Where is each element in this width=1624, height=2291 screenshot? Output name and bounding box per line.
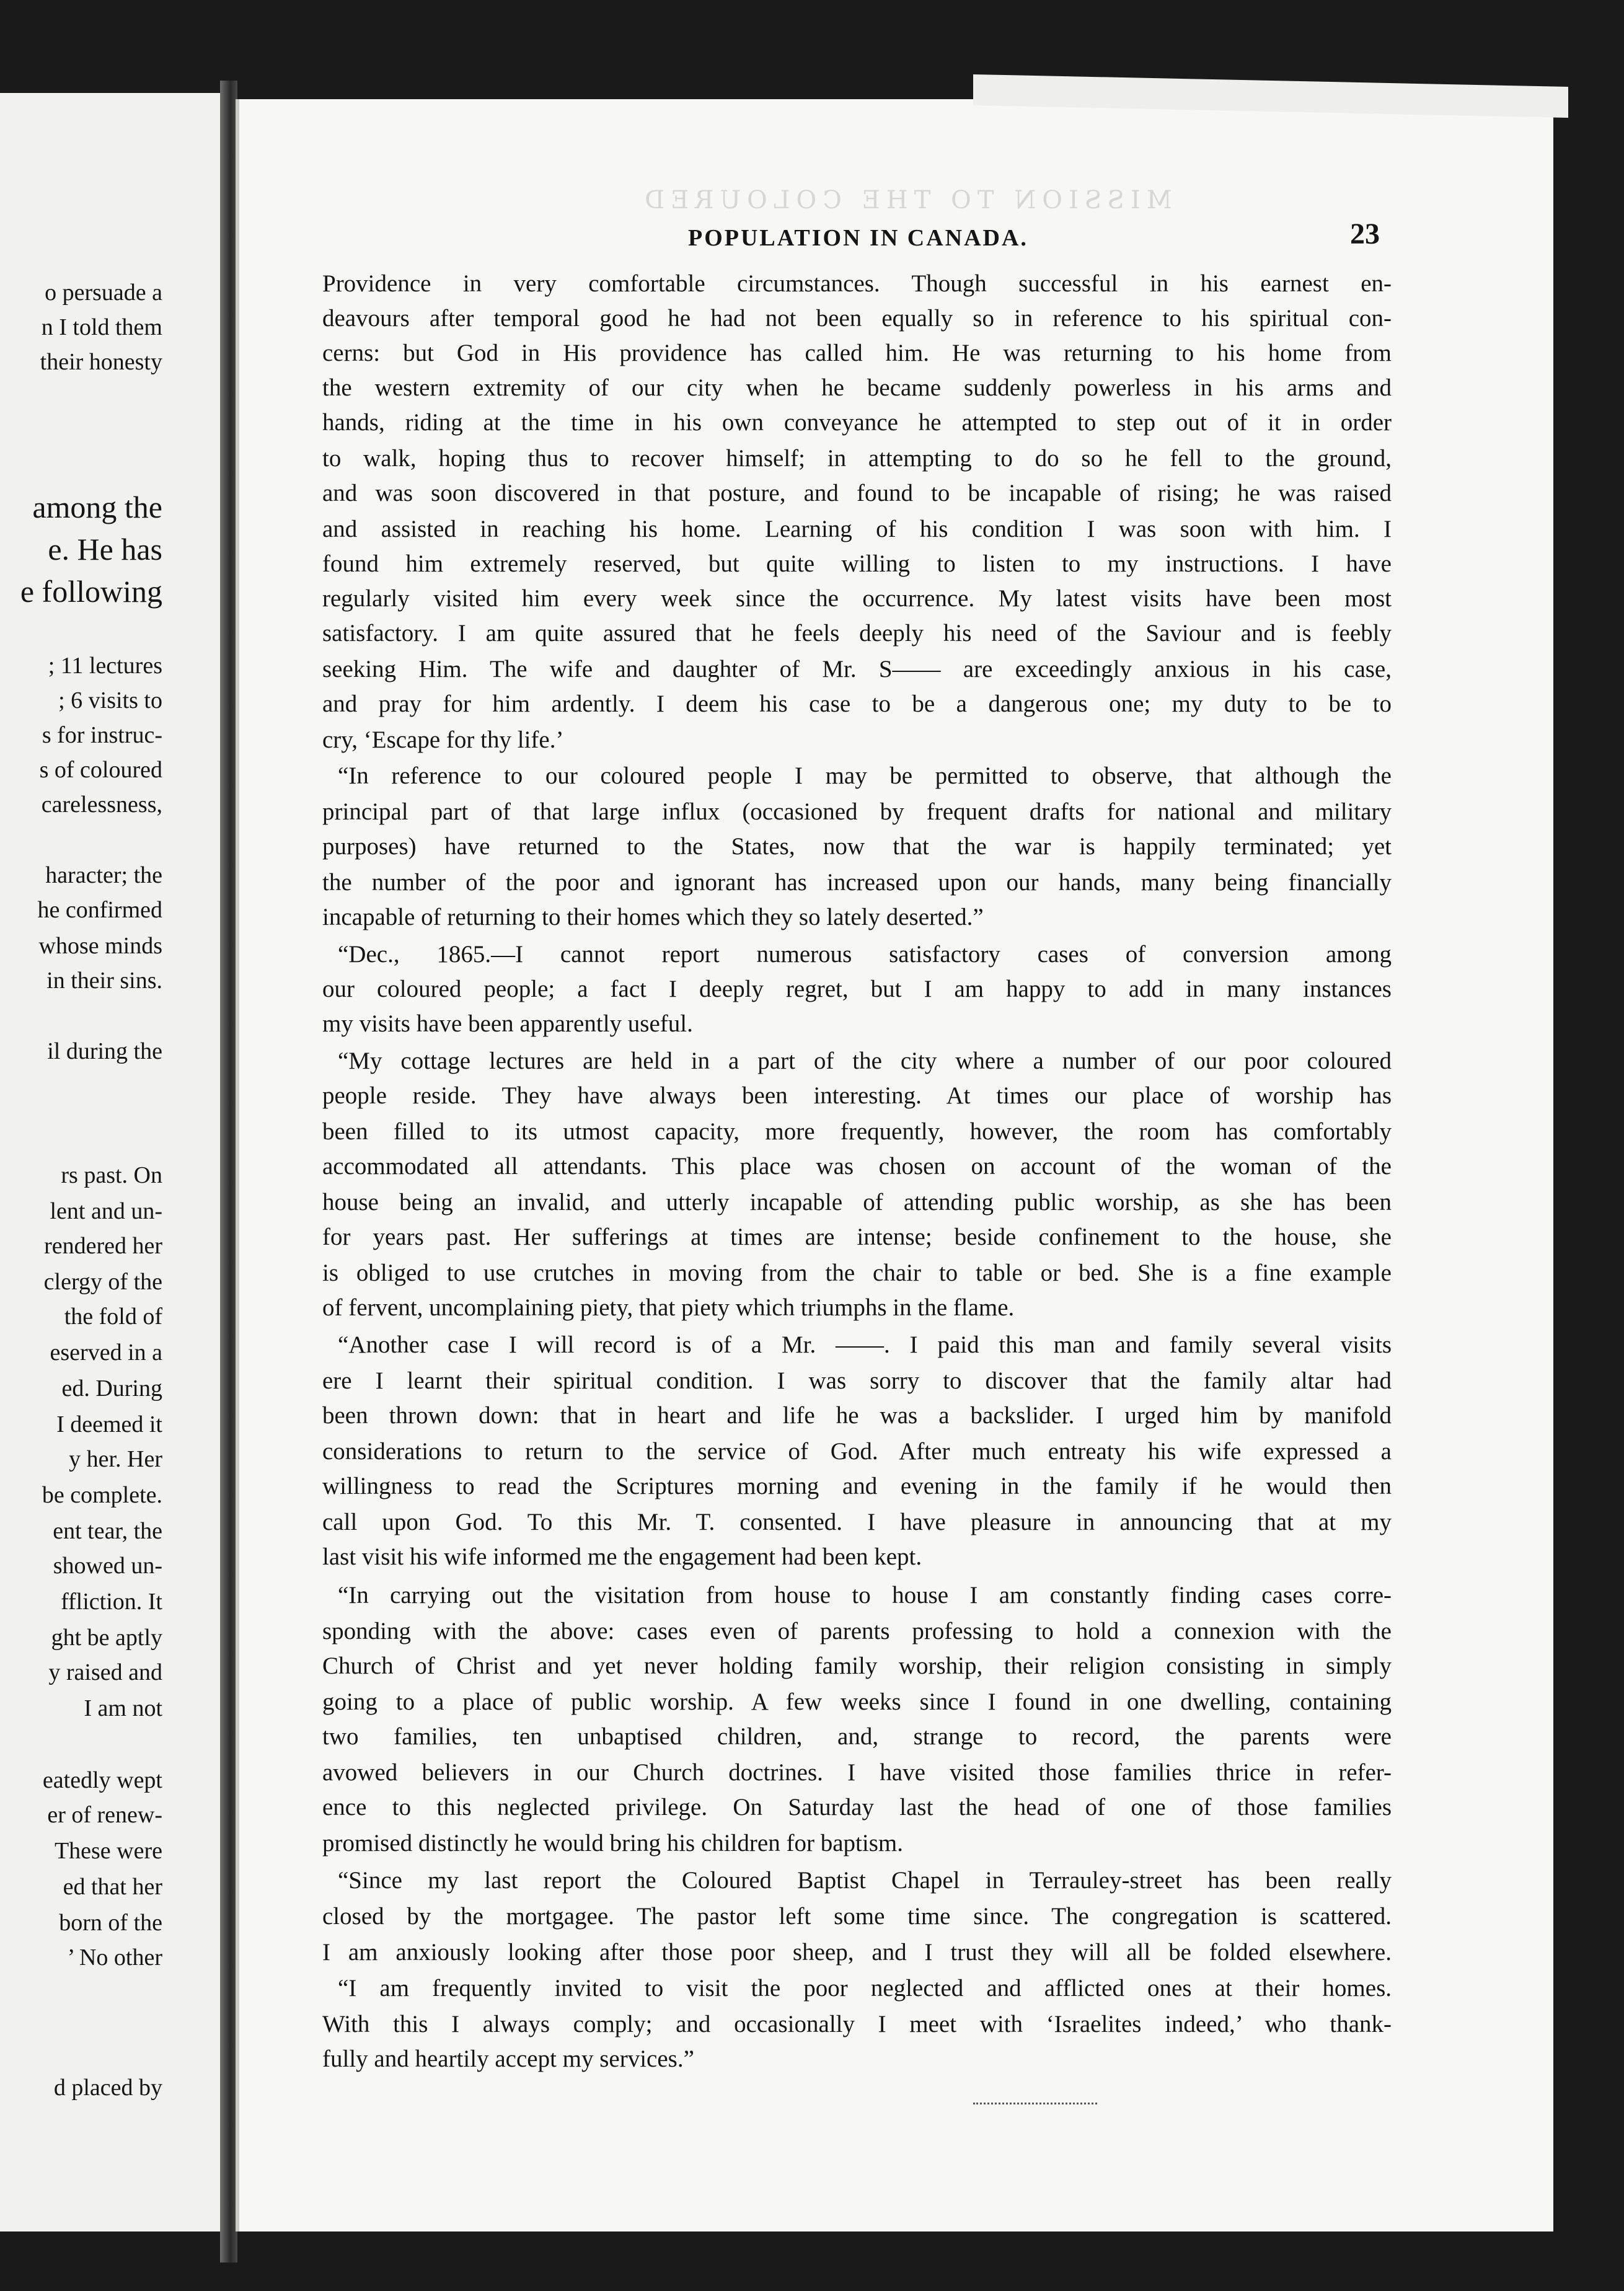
- text-line: my visits have been apparently useful.: [322, 1010, 693, 1037]
- text-line: satisfactory. I am quite assured that he feels deeply his need of the Saviour and is feebly: [322, 620, 1392, 647]
- text-line: our coloured people; a fact I deeply regret, but I am happy to add in many instances: [322, 976, 1392, 1002]
- previous-page-line: ; 11 lectures: [48, 653, 162, 679]
- text-line: is obliged to use crutches in moving from the chair to table or bed. She is a fine example: [322, 1260, 1392, 1286]
- previous-page-line: in their sins.: [46, 968, 162, 994]
- bleed-through-header: MISSION TO THE COLOURED: [638, 186, 1172, 214]
- page-number: 23: [1350, 218, 1380, 250]
- previous-page-line: er of renew-: [47, 1802, 162, 1828]
- previous-page-line: s of coloured: [39, 757, 162, 783]
- text-line: ence to this neglected privilege. On Saturday last the head of one of those families: [322, 1794, 1392, 1821]
- previous-page-line: I am not: [84, 1695, 162, 1721]
- text-line: call upon God. To this Mr. T. consented. I have pleasure in announcing that at my: [322, 1509, 1392, 1535]
- text-line: been filled to its utmost capacity, more frequently, however, the room has comfortably: [322, 1118, 1392, 1145]
- previous-page-line: their honesty: [40, 349, 162, 375]
- previous-page-line: ffliction. It: [61, 1589, 162, 1615]
- text-line: “In carrying out the visitation from house to house I am constantly finding cases corre-: [338, 1582, 1392, 1609]
- previous-page-line: rendered her: [44, 1233, 162, 1259]
- previous-page-line: ’ No other: [67, 1944, 162, 1971]
- previous-page: [0, 93, 229, 2231]
- text-line: the western extremity of our city when he became suddenly powerless in his arms and: [322, 374, 1392, 401]
- text-line: ere I learnt their spiritual condition. I was sorry to discover that the family altar had: [322, 1367, 1392, 1394]
- text-line: “My cottage lectures are held in a part of the city where a number of our poor coloured: [338, 1048, 1392, 1074]
- text-line: avowed believers in our Church doctrines. I have visited those families thrice in refer-: [322, 1759, 1392, 1786]
- text-line: “I am frequently invited to visit the poor neglected and afflicted ones at their homes.: [338, 1975, 1392, 2002]
- previous-page-line: il during the: [47, 1038, 162, 1064]
- previous-page-line: ; 6 visits to: [58, 687, 162, 713]
- previous-page-line: rs past. On: [61, 1162, 162, 1188]
- text-line: last visit his wife informed me the engagement had been kept.: [322, 1543, 922, 1570]
- text-line: I am anxiously looking after those poor sheep, and I trust they will all be folded elsewhere.: [322, 1939, 1392, 1966]
- previous-page-line: lent and un-: [50, 1198, 162, 1224]
- text-line: Providence in very comfortable circumstances. Though successful in his earnest en-: [322, 270, 1392, 297]
- previous-page-line: These were: [54, 1838, 162, 1864]
- text-line: With this I always comply; and occasionally I meet with ‘Israelites indeed,’ who thank-: [322, 2011, 1392, 2037]
- text-line: and pray for him ardently. I deem his case to be a dangerous one; my duty to be to: [322, 691, 1392, 717]
- text-line: “Since my last report the Coloured Baptist Chapel in Terrauley-street has been really: [338, 1867, 1392, 1894]
- text-line: of fervent, uncomplaining piety, that piety which triumphs in the flame.: [322, 1294, 1015, 1321]
- previous-page-line: ed that her: [63, 1874, 162, 1900]
- text-line: promised distinctly he would bring his children for baptism.: [322, 1830, 903, 1856]
- previous-page-line: he confirmed: [37, 897, 162, 923]
- text-line: incapable of returning to their homes which they so lately deserted.”: [322, 904, 984, 930]
- text-line: sponding with the above: cases even of parents professing to hold a connexion with the: [322, 1618, 1392, 1644]
- previous-page-line: I deemed it: [56, 1411, 162, 1437]
- text-line: been thrown down: that in heart and life he was a backslider. I urged him by manifold: [322, 1402, 1392, 1429]
- text-line: principal part of that large influx (occasioned by frequent drafts for national and military: [322, 798, 1392, 825]
- text-line: deavours after temporal good he had not been equally so in reference to his spiritual con-: [322, 305, 1392, 332]
- previous-page-line: clergy of the: [43, 1269, 162, 1295]
- text-line: house being an invalid, and utterly incapable of attending public worship, as she has been: [322, 1189, 1392, 1216]
- text-line: and was soon discovered in that posture, and found to be incapable of rising; he was raised: [322, 480, 1392, 506]
- text-line: purposes) have returned to the States, now that the war is happily terminated; yet: [322, 833, 1392, 860]
- text-line: found him extremely reserved, but quite willing to listen to my instructions. I have: [322, 550, 1392, 577]
- text-line: accommodated all attendants. This place was chosen on account of the woman of the: [322, 1153, 1392, 1180]
- text-line: regularly visited him every week since the occurrence. My latest visits have been most: [322, 585, 1392, 612]
- text-line: “Another case I will record is of a Mr. ——. I paid this man and family several visits: [338, 1331, 1392, 1358]
- text-line: for years past. Her sufferings at times are intense; beside confinement to the house, she: [322, 1224, 1392, 1250]
- text-line: Church of Christ and yet never holding family worship, their religion consisting in simply: [322, 1653, 1392, 1679]
- previous-page-line: the fold of: [64, 1304, 162, 1330]
- footer-rule: [973, 2103, 1097, 2104]
- previous-page-line: y her. Her: [69, 1446, 162, 1472]
- text-line: people reside. They have always been interesting. At times our place of worship has: [322, 1082, 1392, 1109]
- text-line: the number of the poor and ignorant has increased upon our hands, many being financially: [322, 869, 1392, 896]
- text-line: cry, ‘Escape for thy life.’: [322, 726, 564, 753]
- text-line: considerations to return to the service of God. After much entreaty his wife expressed a: [322, 1438, 1392, 1465]
- previous-page-line: o persuade a: [45, 280, 162, 306]
- running-head: POPULATION IN CANADA.: [688, 225, 1028, 251]
- previous-page-line: n I told them: [41, 314, 162, 340]
- text-line: seeking Him. The wife and daughter of Mr. S—— are exceedingly anxious in his case,: [322, 656, 1392, 682]
- text-line: cerns: but God in His providence has called him. He was returning to his home from: [322, 340, 1392, 366]
- previous-page-line: ed. During: [61, 1375, 162, 1402]
- previous-page-line: d placed by: [53, 2075, 162, 2101]
- text-line: “Dec., 1865.—I cannot report numerous satisfactory cases of conversion among: [338, 941, 1392, 968]
- text-line: to walk, hoping thus to recover himself; in attempting to do so he fell to the ground,: [322, 445, 1392, 472]
- text-line: hands, riding at the time in his own conveyance he attempted to step out of it in order: [322, 409, 1392, 436]
- text-line: fully and heartily accept my services.”: [322, 2046, 694, 2072]
- previous-page-line: carelessness,: [41, 792, 162, 818]
- previous-page-line: ent tear, the: [53, 1518, 162, 1544]
- previous-page-line: be complete.: [42, 1482, 162, 1508]
- previous-page-line: ght be aptly: [51, 1625, 162, 1651]
- previous-page-line: y raised and: [48, 1659, 162, 1685]
- previous-page-line: eserved in a: [50, 1340, 162, 1366]
- text-line: willingness to read the Scriptures morning and evening in the family if he would then: [322, 1473, 1392, 1499]
- book-gutter: [220, 81, 237, 2262]
- previous-page-line: showed un-: [53, 1553, 162, 1579]
- previous-page-line: s for instruc-: [42, 722, 162, 748]
- previous-page-line: whose minds: [38, 933, 162, 959]
- text-line: going to a place of public worship. A few weeks since I found in one dwelling, containing: [322, 1688, 1392, 1715]
- previous-page-line: born of the: [59, 1910, 162, 1936]
- previous-page-line: haracter; the: [45, 862, 162, 888]
- previous-page-line: eatedly wept: [42, 1767, 162, 1793]
- previous-page-line: among the: [32, 490, 162, 524]
- text-line: “In reference to our coloured people I may be permitted to observe, that although the: [338, 762, 1392, 789]
- text-line: and assisted in reaching his home. Learning of his condition I was soon with him. I: [322, 516, 1392, 542]
- text-line: two families, ten unbaptised children, and, strange to record, the parents were: [322, 1723, 1392, 1750]
- previous-page-line: e following: [20, 574, 162, 609]
- previous-page-line: e. He has: [48, 532, 162, 567]
- text-line: closed by the mortgagee. The pastor left some time since. The congregation is scattered.: [322, 1903, 1392, 1930]
